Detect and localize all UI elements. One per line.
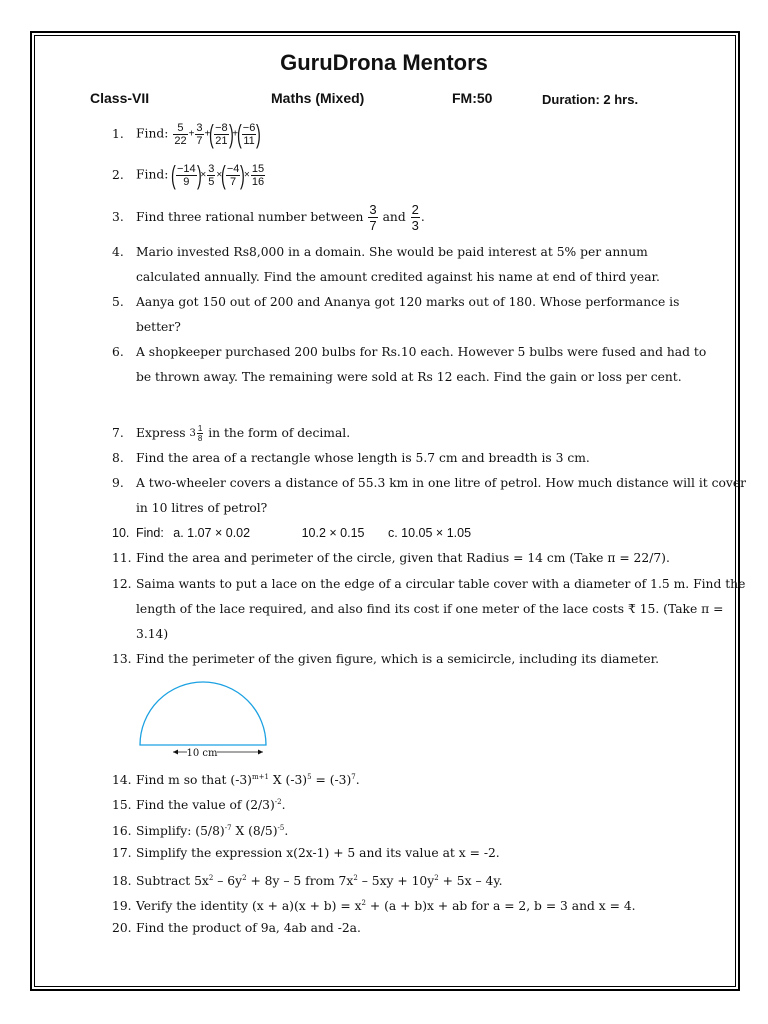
semicircle-shape xyxy=(140,682,266,745)
question-10: 10. Find: a. 1.07 × 0.02 10.2 × 0.15 c. 10.05 × 1.05 xyxy=(112,526,472,540)
arrow-right-icon xyxy=(258,750,263,755)
question-6: 6. A shopkeeper purchased 200 bulbs for Rs.10 each. However 5 bulbs were fused and had to be thrown away. The remaining were sold at Rs 12 each. Find the gain or loss per cent. xyxy=(112,345,707,384)
question-12: 12. Saima wants to put a lace on the edge of a circular table cover with a diameter of 1.5 m. Find the length of the lace required, and also find its cost if one meter of the lace costs ₹ 15. (Take π = 3.14) xyxy=(112,577,746,641)
question-8: 8. Find the area of a rectangle whose length is 5.7 cm and breadth is 3 cm. xyxy=(112,451,590,465)
subject-label: Maths (Mixed) xyxy=(271,90,365,106)
question-19: 19. Verify the identity $(x + a)(x + b) = x^2 + (a + b)x$ + ab for a = 2, b = 3 and x = 4. xyxy=(112,899,636,914)
question-16: 16. Simplify: $(5/8)^{-7}$ X $(8/5)^{-5}$. xyxy=(112,824,289,839)
arrow-left-icon xyxy=(173,750,178,755)
question-5: 5. Aanya got 150 out of 200 and Ananya got 120 marks out of 180. Whose performance is better? xyxy=(112,295,680,334)
question-4: 4. Mario invested Rs8,000 in a domain. She would be paid interest at 5% per annum calculated annually. Find the amount credited against his name at end of third year. xyxy=(112,245,660,284)
question-7: 7. Express 3 $\frac{1}{8}$ in the form of decimal. xyxy=(112,424,351,443)
duration-label: Duration: 2 hrs. xyxy=(542,92,639,107)
question-13: 13. Find the perimeter of the given figure, which is a semicircle, including its diameter. xyxy=(112,652,660,666)
class-label: Class-VII xyxy=(90,90,150,106)
full-marks-label: FM:50 xyxy=(452,90,493,106)
page-title: GuruDrona Mentors xyxy=(280,50,488,75)
question-2: 2. Find: ( $\frac{-14}{9}$ )× $\frac{3}{5}$ ×( $\frac{-4}{7}$ )× $\frac{15}{16}$ xyxy=(112,160,265,190)
question-20: 20. Find the product of 9a, 4ab and -2a. xyxy=(112,921,361,935)
semicircle-figure xyxy=(135,675,275,765)
question-11: 11. Find the area and perimeter of the circle, given that Radius = 14 cm (Take π = 22/7). xyxy=(112,551,670,565)
question-17: 17. Simplify the expression x(2x-1) + 5 and its value at x = -2. xyxy=(112,846,500,860)
question-3: 3. Find three rational number between $\frac{3}{7}$ and $\frac{2}{3}$ . xyxy=(112,202,425,233)
question-9: 9. A two-wheeler covers a distance of 55.3 km in one litre of petrol. How much distance will it cover in 10 litres of petrol? xyxy=(112,476,746,515)
dimension-label: 10 cm xyxy=(186,748,218,759)
question-14: 14. Find m so that $(-3)^{m+1}$ X $(-3)^5 = (-3)^7$. xyxy=(112,773,360,788)
question-18: 18. Subtract $5x^2 - 6y^2 + 8y - 5$ from $7x^2 - 5xy + 10y^2 + 5x - 4y$. xyxy=(112,874,503,889)
question-1: 1. Find: $\frac{5}{22}$ + $\frac{3}{7}$ +( $\frac{-8}{21}$ )+( $\frac{-6}{11}$ ) xyxy=(112,119,262,149)
question-15: 15. Find the value of $(2/3)^{-2}$. xyxy=(112,798,286,813)
